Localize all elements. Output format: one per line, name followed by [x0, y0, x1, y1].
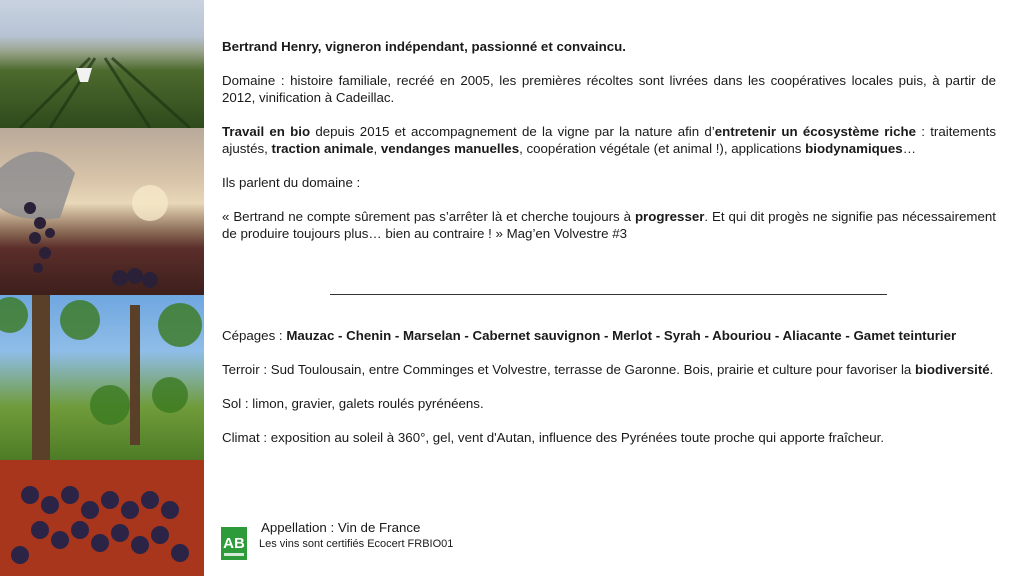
terroir-paragraph: Terroir : Sud Toulousain, entre Comminges et Volvestre, terrasse de Garonne. Bois, prairie et culture pour favoriser la biodiversité. [222, 362, 994, 377]
domaine-paragraph: Domaine : histoire familiale, recréé en 2005, les premières récoltes sont livrées dans les coopératives locales puis, à partir de 2012, vinification à Cadeillac. [222, 73, 996, 105]
sol-paragraph: Sol : limon, gravier, galets roulés pyrénéens. [222, 396, 484, 411]
bio-paragraph: Travail en bio depuis 2015 et accompagnement de la vigne par la nature afin d’entretenir un écosystème riche : traitements ajustés, traction animale, vendanges manuelles, coopération végétale (et animal !), applications biodynamiques… [222, 124, 997, 156]
parlent-line: Ils parlent du domaine : [222, 175, 361, 190]
quote-paragraph: « Bertrand ne compte sûrement pas s’arrêter là et cherche toujours à progresser. Et qui dit progès ne signifie pas nécessairement de produire toujours plus… bien au contraire ! » Mag’en Volvestre #3 [222, 209, 996, 241]
section-divider [330, 294, 887, 295]
photo-column [0, 0, 204, 576]
appellation-line: Appellation : Vin de France [261, 520, 421, 535]
intro-heading: Bertrand Henry, vigneron indépendant, passionné et convaincu. [222, 39, 626, 54]
svg-text:AB: AB [223, 535, 245, 552]
grape-bucket-photo [0, 128, 204, 295]
harvest-crate-photo [0, 295, 204, 576]
certification-line: Les vins sont certifiés Ecocert FRBIO01 [259, 538, 454, 550]
climat-paragraph: Climat : exposition au soleil à 360°, gel, vent d'Autan, influence des Pyrénées toute proche qui apporte fraîcheur. [222, 430, 885, 445]
cepages-paragraph: Cépages : Mauzac - Chenin - Marselan - Cabernet sauvignon - Merlot - Syrah - Abouriou - Aliacante - Gamet teinturier [222, 328, 957, 343]
ab-organic-logo-icon [221, 527, 247, 560]
vineyard-mist-photo [0, 0, 204, 128]
intro-section [222, 38, 996, 242]
details-section [222, 327, 996, 446]
